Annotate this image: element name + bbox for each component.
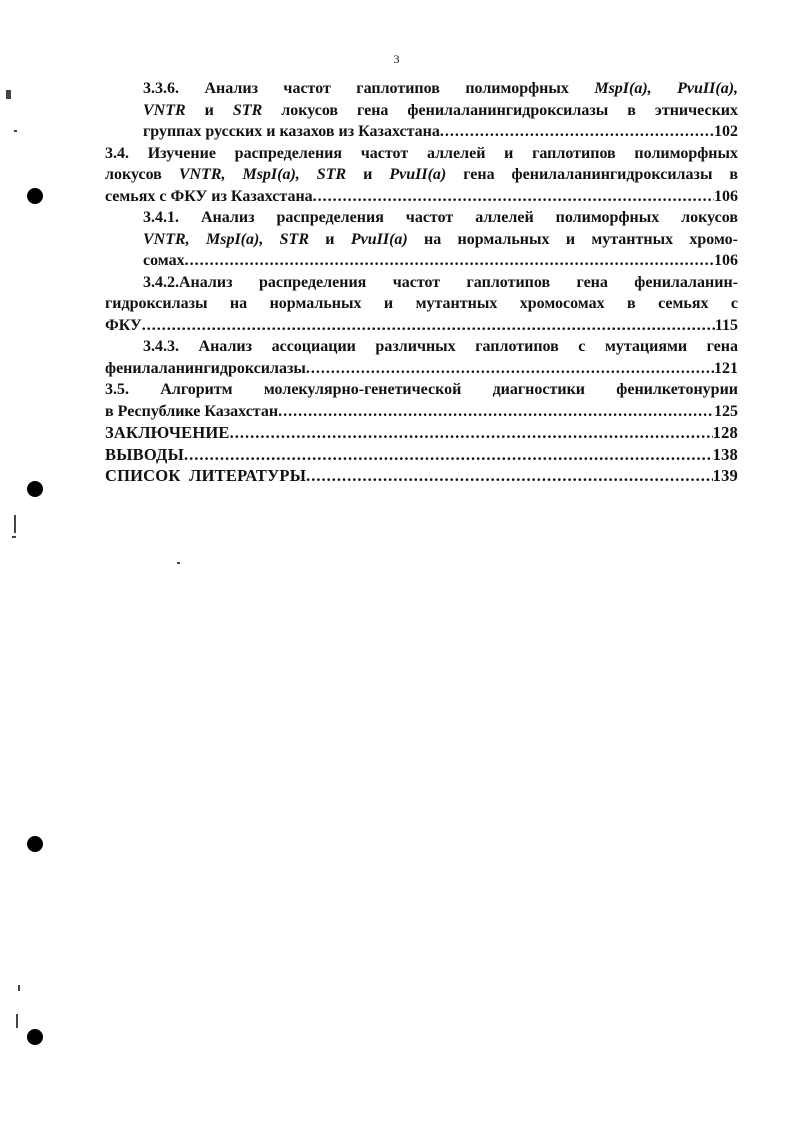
- toc-entry-number: 3.3.6.: [143, 80, 179, 97]
- dot-leader: [185, 250, 714, 272]
- dot-leader: [230, 422, 713, 444]
- toc-entry-conclusion: ЗАКЛЮЧЕНИЕ ..... 128: [105, 422, 738, 444]
- scan-mark: [6, 90, 11, 99]
- toc-page-number: 128: [712, 423, 738, 442]
- toc-entry-number: 3.5.: [105, 381, 129, 398]
- scan-mark: [177, 562, 180, 564]
- dot-leader: [142, 315, 715, 337]
- toc-page-number: 138: [712, 444, 738, 464]
- toc-page-number: 106: [714, 252, 738, 269]
- toc-entry-3-3-6: 3.3.6. Анализ частот гаплотипов полиморфных MspI(a), PvuII(a), VNTR и STR локусов гена фенилаланингидроксилазы в этнических группах русских и казахов из Казахстана ..... 102: [105, 78, 738, 143]
- dot-leader: [306, 358, 714, 380]
- toc-leader-line: в Республике Казахстан ..... 125: [105, 401, 738, 423]
- dot-leader: [313, 186, 714, 208]
- toc-page-number: 102: [714, 123, 738, 140]
- punch-hole-3: [27, 836, 43, 852]
- toc-page-number: 121: [714, 359, 738, 377]
- punch-hole-4: [27, 1029, 43, 1045]
- scan-mark: [14, 515, 16, 533]
- toc-entry-number: 3.4.: [105, 144, 129, 162]
- scan-mark: [14, 130, 17, 132]
- toc-page-number: 106: [714, 187, 738, 205]
- dot-leader: [184, 444, 713, 466]
- toc-entry-findings: ВЫВОДЫ ..... 138: [105, 444, 738, 466]
- toc-leader-line: семьях с ФКУ из Казахстана ..... 106: [105, 186, 738, 208]
- toc-entry-3-4-3: 3.4.3. Анализ ассоциации различных гаплотипов с мутациями гена фенилаланингидроксилазы ..... 121: [105, 336, 738, 379]
- dot-leader: [440, 121, 714, 143]
- toc-leader-line: сомах ..... 106: [143, 250, 738, 272]
- toc-entry-number: 3.4.3.: [143, 338, 179, 355]
- scan-mark: [12, 536, 16, 538]
- toc-entry-number: 3.4.2.: [143, 273, 179, 291]
- toc-entry-number: 3.4.1.: [143, 209, 179, 226]
- punch-hole-1: [27, 188, 43, 204]
- punch-hole-2: [27, 481, 43, 497]
- toc-leader-line: фенилаланингидроксилазы ..... 121: [105, 358, 738, 380]
- scan-mark: [16, 1014, 18, 1028]
- toc-entry-3-4-1: 3.4.1. Анализ распределения частот аллелей полиморфных локусов VNTR, MspI(a), STR и PvuII(a) на нормальных и мутантных хромо- сомах ..... 106: [105, 207, 738, 272]
- toc-page-number: 125: [714, 402, 738, 420]
- toc-entry-3-5: 3.5. Алгоритм молекулярно-генетической диагностики фенилкетонурии в Республике Казахстан ..... 125: [105, 379, 738, 422]
- toc-entry-3-4-2: 3.4.2.Анализ распределения частот гаплотипов гена фенилаланин- гидроксилазы на нормальных и мутантных хромосомах в семьях с ФКУ ..... 115: [105, 272, 738, 337]
- table-of-contents: [105, 78, 738, 487]
- toc-page-number: 139: [712, 466, 738, 485]
- dot-leader: [278, 401, 714, 423]
- scan-mark: [18, 985, 20, 991]
- toc-leader-line: ФКУ ..... 115: [105, 315, 738, 337]
- toc-entry-references: СПИСОК ЛИТЕРАТУРЫ ..... 139: [105, 465, 738, 487]
- toc-page-number: 115: [714, 316, 738, 334]
- dot-leader: [306, 465, 713, 487]
- toc-leader-line: группах русских и казахов из Казахстана ..... 102: [143, 121, 738, 143]
- page-number: 3: [393, 52, 400, 66]
- toc-entry-3-4: 3.4. Изучение распределения частот аллелей и гаплотипов полиморфных локусов VNTR, MspI(a), STR и PvuII(a) гена фенилаланингидроксилазы в семьях с ФКУ из Казахстана ..... 106: [105, 143, 738, 208]
